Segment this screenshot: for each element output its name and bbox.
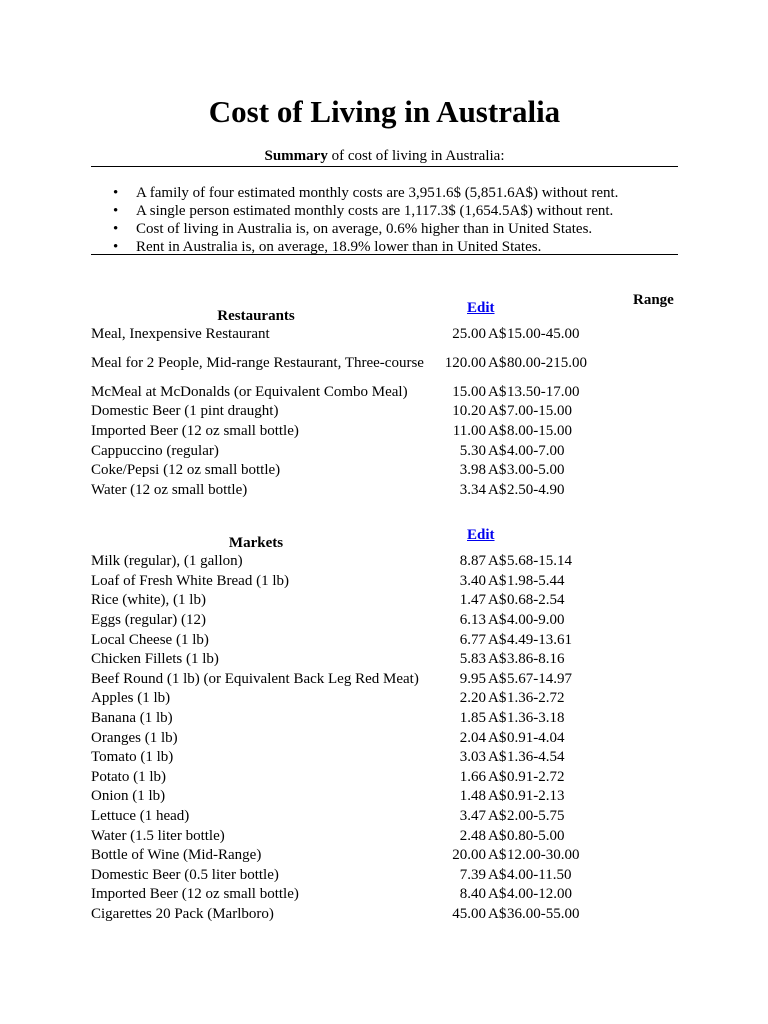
bullet-dot: • xyxy=(113,203,119,219)
item-range: 4.00-7.00 xyxy=(507,442,565,459)
item-name: Domestic Beer (0.5 liter bottle) xyxy=(91,866,279,883)
item-range: 5.68-15.14 xyxy=(507,553,572,570)
summary-bullet xyxy=(91,220,678,238)
table-row xyxy=(91,402,678,422)
table-row xyxy=(91,325,678,345)
summary-bullet xyxy=(91,184,678,202)
item-price: 10.20 xyxy=(452,403,486,420)
item-price: 3.47 xyxy=(459,808,486,825)
item-currency: A$ xyxy=(488,729,507,746)
item-range: 4.49-13.61 xyxy=(507,631,572,648)
item-name: Bottle of Wine (Mid-Range) xyxy=(91,847,262,864)
item-range: 4.00-11.50 xyxy=(507,866,572,883)
divider-bottom xyxy=(91,254,678,255)
table-row xyxy=(91,441,678,461)
item-name: Meal, Inexpensive Restaurant xyxy=(91,326,270,343)
item-name: Cappuccino (regular) xyxy=(91,442,219,459)
item-name: Banana (1 lb) xyxy=(91,710,173,727)
item-price: 1.47 xyxy=(459,592,486,609)
item-range: 80.00-215.00 xyxy=(507,355,587,372)
item-price: 8.40 xyxy=(459,886,486,903)
item-price: 1.48 xyxy=(459,788,486,805)
bullet-dot: • xyxy=(113,221,119,237)
bullet-dot: • xyxy=(113,239,119,255)
item-name: Potato (1 lb) xyxy=(91,768,166,785)
item-price: 2.48 xyxy=(459,827,486,844)
table-row xyxy=(91,885,678,905)
table-row xyxy=(91,670,678,690)
item-name: Imported Beer (12 oz small bottle) xyxy=(91,423,299,440)
item-range: 4.00-12.00 xyxy=(507,886,572,903)
item-currency: A$ xyxy=(488,592,507,609)
bullet-text: Cost of living in Australia is, on average, 0.6% higher than in United States. xyxy=(136,221,593,237)
item-name: Rice (white), (1 lb) xyxy=(91,592,206,609)
item-name: Apples (1 lb) xyxy=(91,690,171,707)
item-name: Tomato (1 lb) xyxy=(91,749,174,766)
item-price: 8.87 xyxy=(459,553,486,570)
section-header xyxy=(91,526,678,552)
table-row xyxy=(91,611,678,631)
item-currency: A$ xyxy=(488,886,507,903)
item-name: Water (12 oz small bottle) xyxy=(91,481,248,498)
item-currency: A$ xyxy=(488,808,507,825)
item-currency: A$ xyxy=(488,847,507,864)
section-header xyxy=(91,299,678,325)
item-currency: A$ xyxy=(488,749,507,766)
item-name: Water (1.5 liter bottle) xyxy=(91,827,225,844)
item-currency: A$ xyxy=(488,768,507,785)
summary-line xyxy=(91,147,678,165)
item-range: 8.00-15.00 xyxy=(507,423,572,440)
item-name: Eggs (regular) (12) xyxy=(91,612,206,629)
item-price: 6.77 xyxy=(459,631,486,648)
item-price: 3.03 xyxy=(459,749,486,766)
item-name: Meal for 2 People, Mid-range Restaurant, Three-course xyxy=(91,355,424,372)
item-range: 2.00-5.75 xyxy=(507,808,565,825)
item-name: Onion (1 lb) xyxy=(91,788,166,805)
table-row xyxy=(91,481,678,501)
item-currency: A$ xyxy=(488,710,507,727)
item-price: 6.13 xyxy=(459,612,486,629)
item-price: 3.34 xyxy=(459,481,486,498)
table-row xyxy=(91,591,678,611)
table-row xyxy=(91,422,678,442)
table-row xyxy=(91,572,678,592)
item-name: Coke/Pepsi (12 oz small bottle) xyxy=(91,462,281,479)
table-row xyxy=(91,728,678,748)
table-row xyxy=(91,846,678,866)
table-row xyxy=(91,905,678,925)
bullet-text: A family of four estimated monthly costs are 3,951.6$ (5,851.6A$) without rent. xyxy=(136,185,619,201)
item-range: 13.50-17.00 xyxy=(507,383,580,400)
table-row xyxy=(91,787,678,807)
summary-bullet xyxy=(91,202,678,220)
table-row xyxy=(91,866,678,886)
item-currency: A$ xyxy=(488,612,507,629)
item-currency: A$ xyxy=(488,355,507,372)
table-row xyxy=(91,807,678,827)
section-title: Markets xyxy=(228,535,284,551)
item-currency: A$ xyxy=(488,866,507,883)
item-currency: A$ xyxy=(488,788,507,805)
item-range: 3.00-5.00 xyxy=(507,462,565,479)
bullet-dot: • xyxy=(113,185,119,201)
item-price: 9.95 xyxy=(459,670,486,687)
item-range: 7.00-15.00 xyxy=(507,403,572,420)
item-range: 2.50-4.90 xyxy=(507,481,565,498)
bullet-text: Rent in Australia is, on average, 18.9% lower than in United States. xyxy=(136,239,542,255)
divider-top xyxy=(91,166,678,167)
table-row xyxy=(91,383,678,403)
item-price: 1.66 xyxy=(459,768,486,785)
item-price: 45.00 xyxy=(452,905,486,922)
item-currency: A$ xyxy=(488,631,507,648)
item-currency: A$ xyxy=(488,553,507,570)
item-price: 20.00 xyxy=(452,847,486,864)
item-range: 5.67-14.97 xyxy=(507,670,572,687)
item-name: Loaf of Fresh White Bread (1 lb) xyxy=(91,572,289,589)
item-name: Domestic Beer (1 pint draught) xyxy=(91,403,279,420)
item-currency: A$ xyxy=(488,462,507,479)
item-price: 5.83 xyxy=(459,651,486,668)
item-range: 0.68-2.54 xyxy=(507,592,565,609)
item-currency: A$ xyxy=(488,403,507,420)
item-range: 0.91-4.04 xyxy=(507,729,565,746)
item-range: 12.00-30.00 xyxy=(507,847,580,864)
item-range: 36.00-55.00 xyxy=(507,905,580,922)
item-currency: A$ xyxy=(488,905,507,922)
item-range: 4.00-9.00 xyxy=(507,612,565,629)
bullet-text: A single person estimated monthly costs are 1,117.3$ (1,654.5A$) without rent. xyxy=(136,203,614,219)
section-markets xyxy=(91,526,678,924)
summary-text: of cost of living in Australia: xyxy=(327,148,505,164)
item-range: 0.80-5.00 xyxy=(507,827,565,844)
table-row xyxy=(91,689,678,709)
item-currency: A$ xyxy=(488,670,507,687)
table-row xyxy=(91,709,678,729)
item-range: 1.36-2.72 xyxy=(507,690,565,707)
item-name: Local Cheese (1 lb) xyxy=(91,631,209,648)
item-price: 7.39 xyxy=(459,866,486,883)
item-name: Lettuce (1 head) xyxy=(91,808,190,825)
item-currency: A$ xyxy=(488,827,507,844)
item-range: 15.00-45.00 xyxy=(507,326,580,343)
edit-link-restaurants[interactable]: Edit xyxy=(467,300,495,316)
item-price: 25.00 xyxy=(452,326,486,343)
table-row xyxy=(91,552,678,572)
item-currency: A$ xyxy=(488,481,507,498)
item-currency: A$ xyxy=(488,383,507,400)
item-price: 3.98 xyxy=(459,462,486,479)
item-range: 1.98-5.44 xyxy=(507,572,565,589)
edit-link-markets[interactable]: Edit xyxy=(467,527,495,543)
table-row xyxy=(91,826,678,846)
item-price: 2.04 xyxy=(459,729,486,746)
item-currency: A$ xyxy=(488,326,507,343)
item-range: 0.91-2.72 xyxy=(507,768,565,785)
item-name: Cigarettes 20 Pack (Marlboro) xyxy=(91,905,274,922)
item-name: Beef Round (1 lb) (or Equivalent Back Leg Red Meat) xyxy=(91,670,419,687)
item-currency: A$ xyxy=(488,442,507,459)
item-name: Milk (regular), (1 gallon) xyxy=(91,553,243,570)
item-price: 1.85 xyxy=(459,710,486,727)
item-name: McMeal at McDonalds (or Equivalent Combo Meal) xyxy=(91,383,408,400)
item-price: 120.00 xyxy=(444,355,486,372)
item-currency: A$ xyxy=(488,572,507,589)
section-title: Restaurants xyxy=(217,308,295,324)
section-restaurants xyxy=(91,299,678,500)
range-column-header: Range xyxy=(633,292,674,308)
item-name: Imported Beer (12 oz small bottle) xyxy=(91,886,299,903)
item-currency: A$ xyxy=(488,423,507,440)
table-row xyxy=(91,630,678,650)
item-price: 2.20 xyxy=(459,690,486,707)
table-row xyxy=(91,650,678,670)
item-name: Oranges (1 lb) xyxy=(91,729,178,746)
page-title: Cost of Living in Australia xyxy=(208,94,561,129)
table-row xyxy=(91,748,678,768)
summary-label: Summary xyxy=(264,148,328,164)
item-range: 0.91-2.13 xyxy=(507,788,565,805)
item-price: 11.00 xyxy=(452,423,486,440)
table-row xyxy=(91,768,678,788)
table-row xyxy=(91,461,678,481)
item-currency: A$ xyxy=(488,651,507,668)
item-name: Chicken Fillets (1 lb) xyxy=(91,651,219,668)
summary-bullets xyxy=(91,184,678,256)
item-price: 3.40 xyxy=(459,572,486,589)
item-range: 3.86-8.16 xyxy=(507,651,565,668)
item-range: 1.36-3.18 xyxy=(507,710,565,727)
table-row xyxy=(91,345,678,383)
item-price: 15.00 xyxy=(452,383,486,400)
item-currency: A$ xyxy=(488,690,507,707)
item-price: 5.30 xyxy=(459,442,486,459)
item-range: 1.36-4.54 xyxy=(507,749,565,766)
